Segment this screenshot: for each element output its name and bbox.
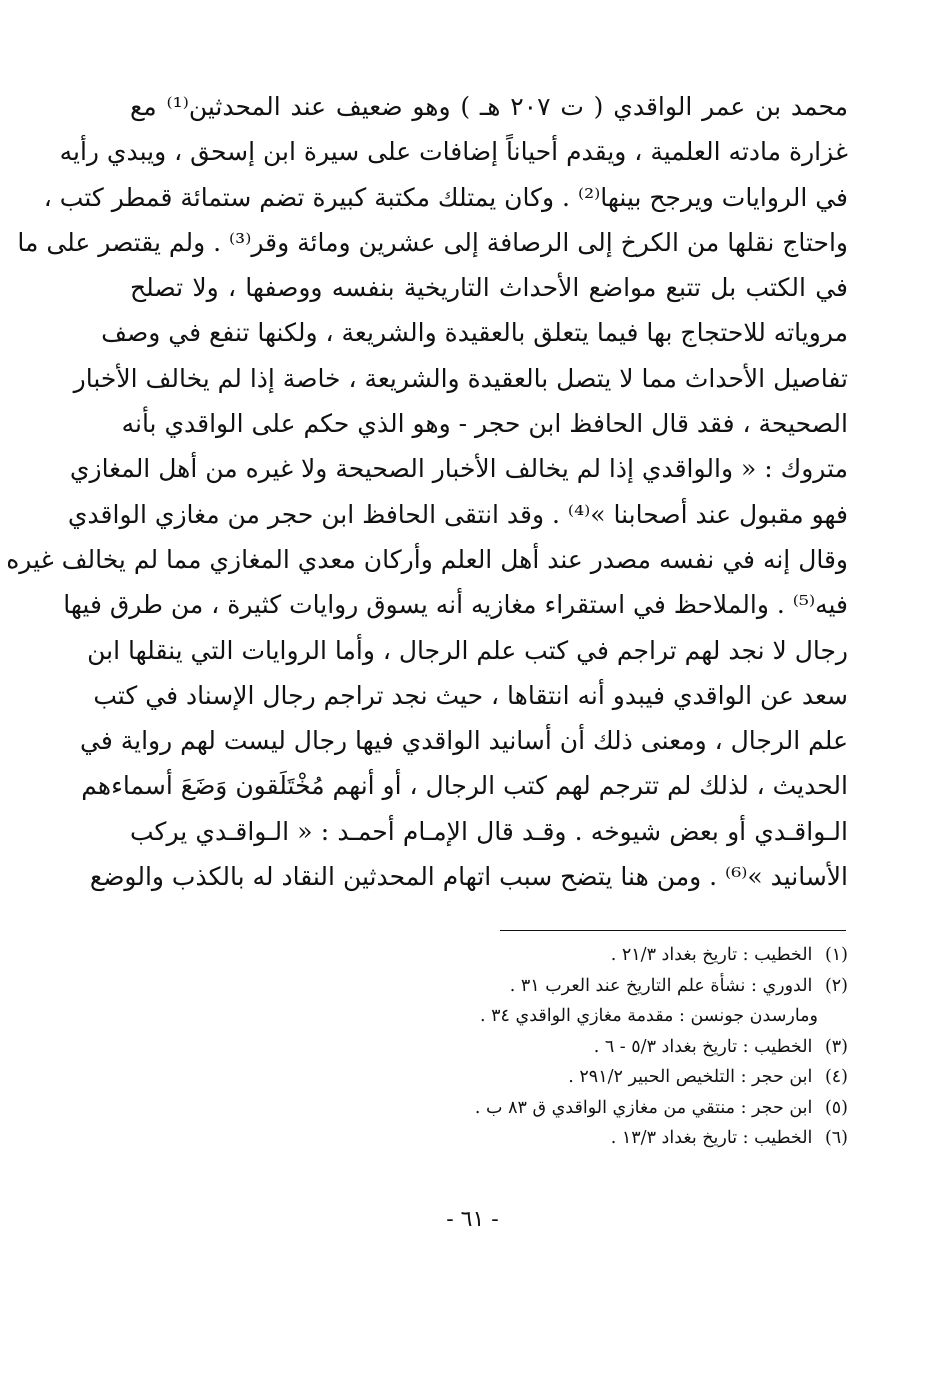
footnote-2-continued	[300, 1001, 848, 1032]
body-line: وقال إنه في نفسه مصدر عند أهل العلم وأركان معدي المغازي مما لم يخالف غيره	[6, 544, 848, 574]
footnote-text: الدوري : نشأة علم التاريخ عند العرب ٣١ .	[509, 975, 813, 996]
body-line: واحتاج نقلها من الكرخ إلى الرصافة إلى عشرين ومائة وقر⁽³⁾ . ولم يقتصر على ما	[17, 227, 848, 257]
footnote-number: (٤)	[824, 1067, 848, 1087]
footnote-text: الخطيب : تاريخ بغداد ٢١/٣ .	[610, 945, 813, 965]
footnote-number: (٣)	[824, 1036, 848, 1057]
body-line: متروك : « والواقدي إذا لم يخالف الأخبار الصحيحة ولا غيره من أهل المغازي	[69, 454, 848, 484]
body-line: تفاصيل الأحداث مما لا يتصل بالعقيدة والشريعة ، خاصة إذا لم يخالف الأخبار	[73, 363, 848, 393]
body-line: الصحيحة ، فقد قال الحافظ ابن حجر - وهو الذي حكم على الواقدي بأنه	[121, 409, 848, 439]
footnote-1	[300, 940, 848, 971]
footnote-3	[300, 1032, 848, 1063]
page-number: - ٦١ -	[446, 1207, 499, 1232]
footnotes	[300, 940, 848, 1154]
footnote-divider	[500, 930, 846, 931]
body-line: فهو مقبول عند أصحابنا »⁽⁴⁾ . وقد انتقى الحافظ ابن حجر من مغازي الواقدي	[67, 499, 848, 529]
footnote-4	[300, 1062, 848, 1093]
body-line: علم الرجال ، ومعنى ذلك أن أسانيد الواقدي فيها رجال ليست لهم رواية في	[79, 726, 848, 756]
footnote-text: الخطيب : تاريخ بغداد ٥/٣ - ٦ .	[593, 1036, 813, 1057]
body-line: فيه⁽⁵⁾ . والملاحظ في استقراء مغازيه أنه يسوق روايات كثيرة ، من طرق فيها	[63, 590, 848, 620]
footnote-number: (٥)	[824, 1097, 848, 1118]
footnote-2	[300, 971, 848, 1002]
body-line: رجال لا نجد لهم تراجم في كتب علم الرجال ، وأما الروايات التي ينقلها ابن	[87, 635, 848, 665]
footnote-number: (١)	[824, 945, 848, 965]
body-line: في الروايات ويرجح بينها⁽²⁾ . وكان يمتلك مكتبة كبيرة تضم ستمائة قمطر كتب ،	[43, 182, 848, 212]
body-line: الـواقـدي أو بعض شيوخه . وقـد قال الإمـام أحمـد : « الـواقـدي يركب	[130, 816, 848, 846]
body-line: غزارة مادته العلمية ، ويقدم أحياناً إضافات على سيرة ابن إسحق ، ويبدي رأيه	[59, 137, 848, 167]
footnote-number: (٢)	[824, 975, 848, 996]
body-line: في الكتب بل تتبع مواضع الأحداث التاريخية بنفسه ووصفها ، ولا تصلح	[130, 273, 848, 303]
footnote-text: ومارسدن جونسن : مقدمة مغازي الواقدي ٣٤ .	[479, 1006, 818, 1026]
body-line: الحديث ، لذلك لم تترجم لهم كتب الرجال ، أو أنهم مُخْتَلَقون وَضَعَ أسماءهم	[81, 771, 848, 801]
body-line: محمد بن عمر الواقدي ( ت ٢٠٧ هـ ) وهو ضعيف عند المحدثين⁽¹⁾ مع	[130, 92, 849, 121]
footnote-5	[300, 1093, 848, 1124]
body-line: سعد عن الواقدي فيبدو أنه انتقاها ، حيث نجد تراجم رجال الإسناد في كتب	[93, 680, 848, 710]
body-text	[6, 84, 849, 899]
footnote-text: الخطيب : تاريخ بغداد ١٣/٣ .	[610, 1128, 813, 1148]
body-line: الأسانيد »⁽⁶⁾ . ومن هنا يتضح سبب اتهام المحدثين النقاد له بالكذب والوضع	[89, 862, 848, 892]
footnote-text: ابن حجر : منتقي من مغازي الواقدي ق ٨٣ ب .	[474, 1097, 813, 1118]
footnote-number: (٦)	[824, 1128, 848, 1148]
footnote-text: ابن حجر : التلخيص الحبير ٢٩١/٢ .	[568, 1067, 813, 1087]
body-line: مروياته للاحتجاج بها فيما يتعلق بالعقيدة والشريعة ، ولكنها تنفع في وصف	[101, 318, 848, 348]
footnote-6	[300, 1123, 848, 1154]
